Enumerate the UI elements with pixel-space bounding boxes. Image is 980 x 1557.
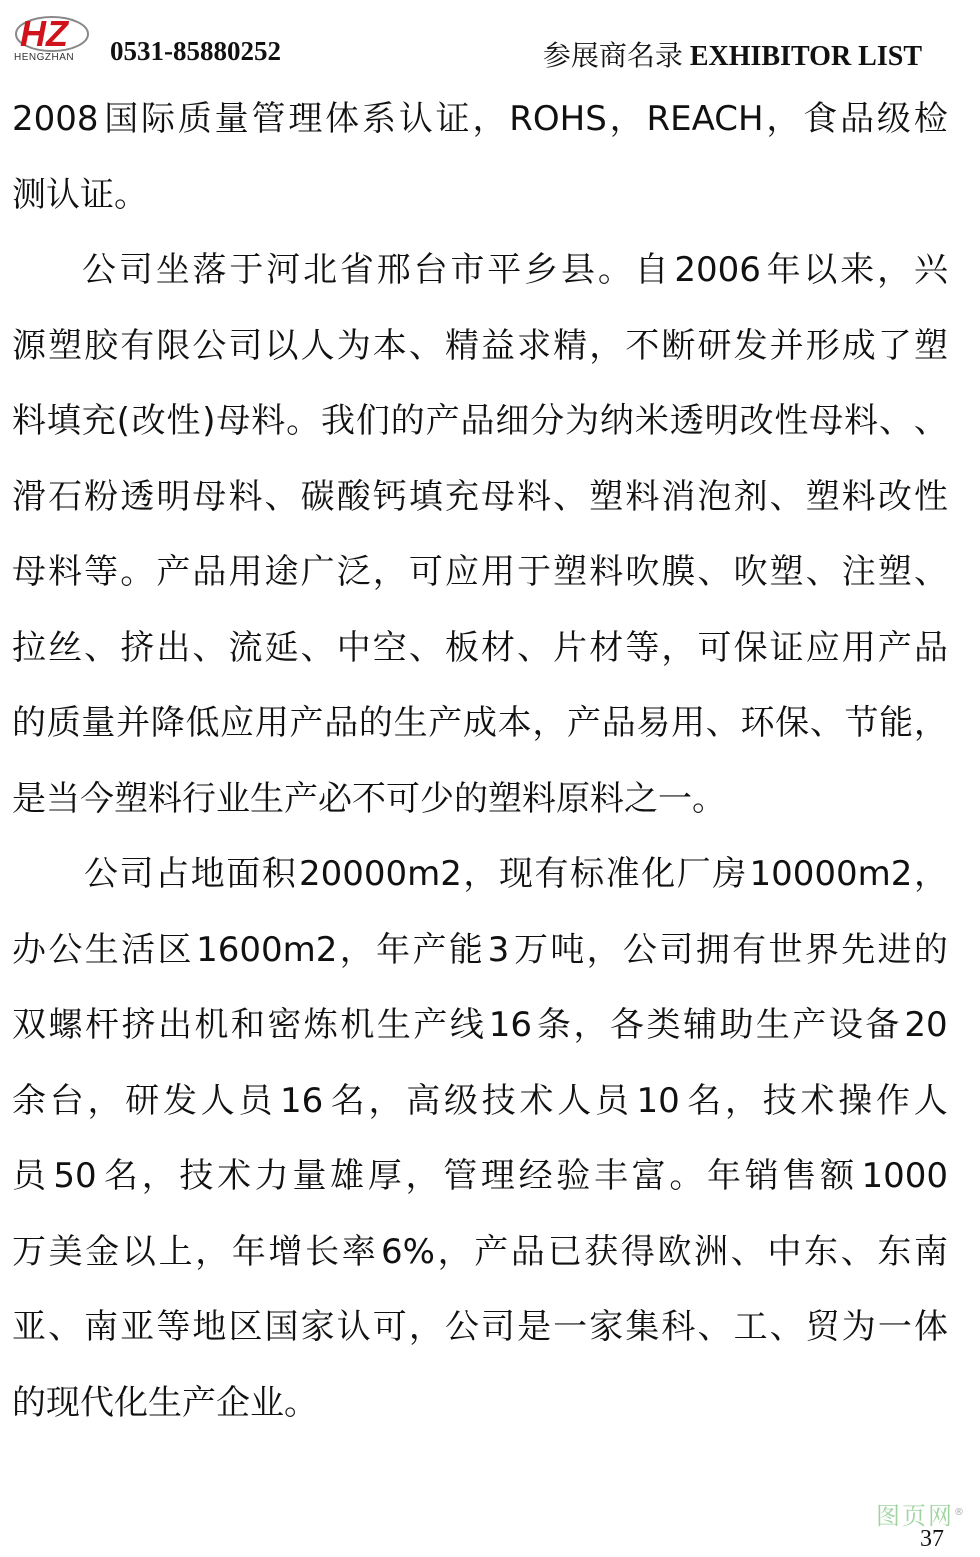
text-line: 公 司 坐 落 于 河 北 省 邢 台 市 平 乡 县 。 自 2006 年 以 来 ， 兴 <box>82 250 948 290</box>
text-line: 双 螺 杆 挤 出 机 和 密 炼 机 生 产 线 16 条 ， 各 类 辅 助 生 产 设 备 20 <box>12 1005 948 1045</box>
logo-subtitle: HENGZHAN <box>14 52 75 63</box>
text-line: 亚 、 南 亚 等 地 区 国 家 认 可 ， 公 司 是 一 家 集 科 、 工 、 贸 为 一 体 <box>12 1307 948 1347</box>
text-line: 母 料 等 。 产 品 用 途 广 泛 ， 可 应 用 于 塑 料 吹 膜 、 吹 塑 、 注 塑 、 <box>12 552 948 592</box>
watermark: 图页网® <box>876 1502 966 1530</box>
phone-number: 0531-85880252 <box>110 36 281 66</box>
text-line: 公 司 占 地 面 积 20000m2 ， 现 有 标 准 化 厂 房 10000m2 ， <box>84 854 948 894</box>
text-line: 的现代化生产企业。 <box>12 1382 318 1423</box>
text-line: 测认证。 <box>12 174 148 215</box>
text-line: 源 塑 胶 有 限 公 司 以 人 为 本 、 精 益 求 精 ， 不 断 研 发 并 形 成 了 塑 <box>12 325 948 366</box>
text-line: 办 公 生 活 区 1600m2 ， 年 产 能 3 万 吨 ， 公 司 拥 有 世 界 先 进 的 <box>12 929 948 970</box>
text-line: 是当今塑料行业生产必不可少的塑料原料之一。 <box>12 778 726 819</box>
svg-text:HZ: HZ <box>20 13 68 54</box>
text-line: 2008 国 际 质 量 管 理 体 系 认 证 ， ROHS ， REACH ， 食 品 级 检 <box>12 99 948 139</box>
title-chinese: 参展商名录 <box>542 39 683 72</box>
page-number: 37 <box>920 1526 944 1552</box>
text-line: 员 50 名 ， 技 术 力 量 雄 厚 ， 管 理 经 验 丰 富 。 年 销 售 额 1000 <box>12 1156 948 1196</box>
page-header <box>0 0 980 80</box>
text-line: 料 填 充 ( 改 性 ) 母 料 。 我 们 的 产 品 细 分 为 纳 米 透 明 改 性 母 料 、 、 <box>12 401 948 441</box>
text-line: 万 美 金 以 上 ， 年 增 长 率 6% ， 产 品 已 获 得 欧 洲 、 中 东 、 东 南 <box>12 1231 948 1272</box>
title-english: EXHIBITOR LIST <box>689 41 922 72</box>
page-title <box>543 34 922 74</box>
text-line: 余 台 ， 研 发 人 员 16 名 ， 高 级 技 术 人 员 10 名 ， 技 术 操 作 人 <box>12 1080 948 1121</box>
text-line: 拉 丝 、 挤 出 、 流 延 、 中 空 、 板 材 、 片 材 等 ， 可 保 证 应 用 产 品 <box>12 627 948 668</box>
text-line: 的 质 量 并 降 低 应 用 产 品 的 生 产 成 本 ， 产 品 易 用 、 环 保 、 节 能 ， <box>12 703 948 743</box>
body-text <box>12 82 948 1441</box>
text-line: 滑 石 粉 透 明 母 料 、 碳 酸 钙 填 充 母 料 、 塑 料 消 泡 剂 、 塑 料 改 性 <box>12 476 948 517</box>
